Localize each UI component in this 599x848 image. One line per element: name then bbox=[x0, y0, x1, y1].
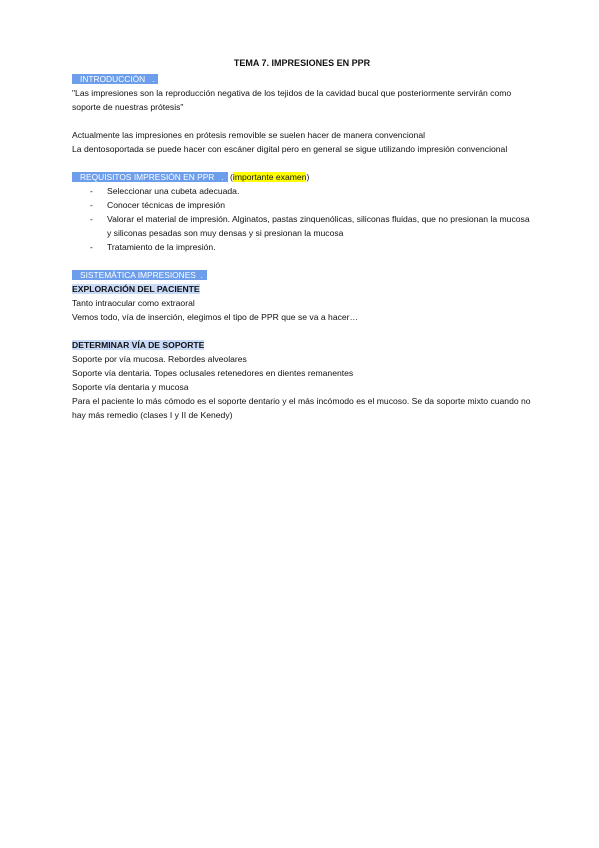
soporte-paragraph-4: Para el paciente lo más cómodo es el soporte dentario y el más incómodo es el mucoso. Se da soporte mixto cuando no hay más remedio (clases I y II de Kenedy) bbox=[72, 396, 531, 420]
intro-heading-suffix: . bbox=[152, 74, 155, 84]
requisitos-heading bbox=[72, 172, 228, 182]
important-exam-note: importante examen bbox=[232, 172, 307, 182]
intro-quote: "Las impresiones son la reproducción negativa de los tejidos de la cavidad bucal que posteriormente servirán como soporte de nuestras prótesis" bbox=[72, 88, 512, 112]
exploracion-paragraph-1: Tanto intraocular como extraoral bbox=[72, 298, 195, 308]
page-title: TEMA 7. IMPRESIONES EN PPR bbox=[233, 58, 371, 68]
requisitos-paren-open: ( bbox=[227, 172, 233, 182]
intro-heading bbox=[72, 74, 158, 84]
spacer bbox=[72, 324, 532, 338]
document-body bbox=[72, 56, 532, 422]
soporte-subheading-line bbox=[72, 338, 532, 352]
intro-paragraph-1: Actualmente las impresiones en prótesis removible se suelen hacer de manera convencional bbox=[72, 130, 426, 140]
soporte-paragraph-3: Soporte vía dentaria y mucosa bbox=[72, 382, 189, 392]
requisitos-heading-line bbox=[72, 170, 532, 184]
spacer bbox=[72, 254, 532, 268]
intro-paragraph-2: La dentosoportada se puede hacer con escáner digital pero en general se sigue utilizando impresión convencional bbox=[72, 144, 508, 154]
requisitos-heading-text: REQUISITOS IMPRESIÓN EN PPR bbox=[80, 172, 215, 182]
spacer bbox=[72, 156, 532, 170]
sistematica-heading-text: SISTEMÁTICA IMPRESIONES bbox=[80, 270, 196, 280]
list-item: - Conocer técnicas de impresión bbox=[72, 198, 532, 212]
requisitos-list bbox=[72, 184, 532, 254]
sistematica-heading-line bbox=[72, 268, 532, 282]
exploracion-subheading-line bbox=[72, 282, 532, 296]
list-item: - Seleccionar una cubeta adecuada. bbox=[72, 184, 532, 198]
exploracion-paragraph-2: Vemos todo, vía de inserción, elegimos el tipo de PPR que se va a hacer… bbox=[72, 312, 359, 322]
list-item: - Tratamiento de la impresión. bbox=[72, 240, 532, 254]
requisitos-paren-close: ) bbox=[306, 172, 310, 182]
soporte-paragraph-2: Soporte vía dentaria. Topes oclusales retenedores en dientes remanentes bbox=[72, 368, 354, 378]
list-item: - Valorar el material de impresión. Alginatos, pastas zinquenólicas, siliconas fluidas, que no presionan la mucosa y siliconas pesadas son muy densas y si presionan la mucosa bbox=[72, 212, 532, 240]
spacer bbox=[72, 114, 532, 128]
intro-heading-text: INTRODUCCIÓN bbox=[80, 74, 146, 84]
sistematica-heading-suffix: . bbox=[200, 270, 203, 280]
exploracion-subheading: EXPLORACIÓN DEL PACIENTE bbox=[72, 284, 200, 294]
intro-heading-line bbox=[72, 72, 532, 86]
soporte-subheading: DETERMINAR VÍA DE SOPORTE bbox=[72, 340, 205, 350]
sistematica-heading bbox=[72, 270, 207, 280]
requisitos-heading-suffix: . bbox=[221, 172, 224, 182]
soporte-paragraph-1: Soporte por vía mucosa. Rebordes alveolares bbox=[72, 354, 247, 364]
